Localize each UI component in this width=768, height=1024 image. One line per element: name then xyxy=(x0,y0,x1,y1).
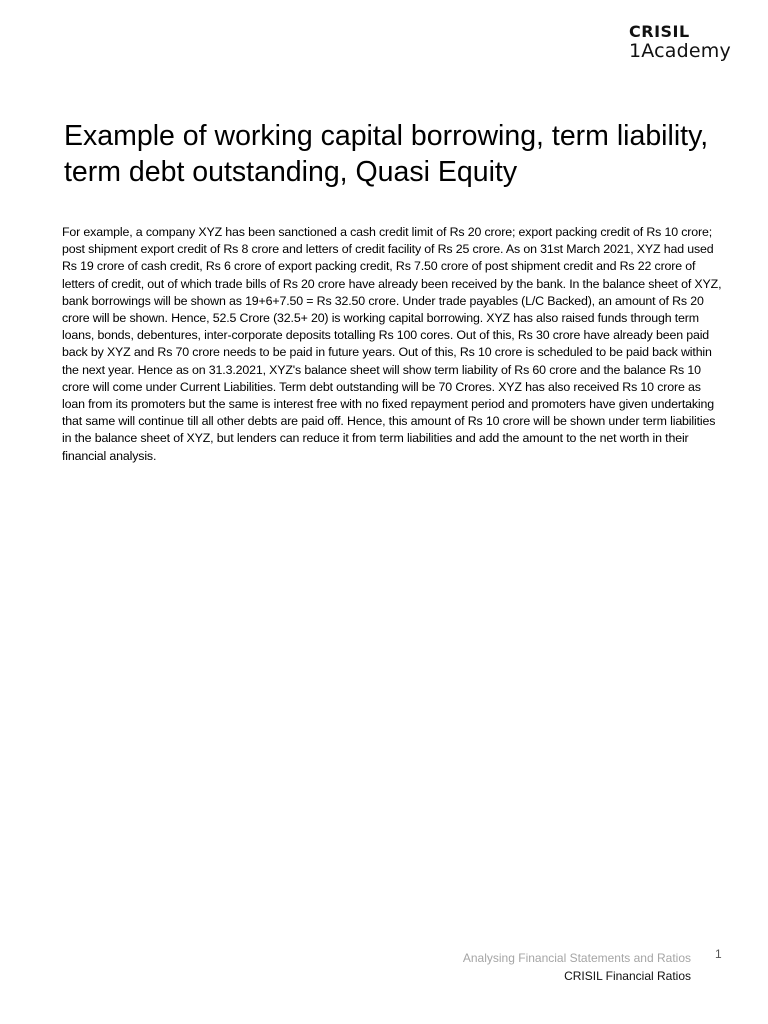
page-title: Example of working capital borrowing, term liability, term debt outstanding, Quasi Equity xyxy=(64,120,709,188)
page-number: 1 xyxy=(715,947,722,961)
footer-course-title: Analysing Financial Statements and Ratios xyxy=(462,951,691,965)
logo-academy-text: 1Academy xyxy=(629,40,731,62)
page-footer xyxy=(463,949,691,985)
crisil-1academy-logo xyxy=(629,24,731,61)
body-paragraph: For example, a company XYZ has been sanctioned a cash credit limit of Rs 20 crore; export packing credit of Rs 10 crore; post shipment export credit of Rs 8 crore and letters of credit facility of Rs 25 crore. As on 31st March 2021, XYZ had used Rs 19 crore of cash credit, Rs 6 crore of export packing credit, Rs 7.50 crore of post shipment credit and Rs 22 crore of letters of credit, out of which trade bills of Rs 20 crore have already been received by the bank. In the balance sheet of XYZ, bank borrowings will be shown as 19+6+7.50 = Rs 32.50 crore. Under trade payables (L/C Backed), an amount of Rs 20 crore will be shown. Hence, 52.5 Crore (32.5+ 20) is working capital borrowing. XYZ has also raised funds through term loans, bonds, debentures, inter-corporate deposits totalling Rs 100 cores. Out of this, Rs 30 crore have already been paid back by XYZ and Rs 70 crore needs to be paid in future years. Out of this, Rs 10 crore is scheduled to be paid back within the next year. Hence as on 31.3.2021, XYZ's balance sheet will show term liability of Rs 60 crore and the balance Rs 10 crore will come under Current Liabilities. Term debt outstanding will be 70 Crores. XYZ has also received Rs 10 crore as loan from its promoters but the same is interest free with no fixed repayment period and promoters have given undertaking that same will continue till all other debts are paid off. Hence, this amount of Rs 10 crore will be shown under term liabilities in the balance sheet of XYZ, but lenders can reduce it from term liabilities and add the amount to the net worth in their financial analysis. xyxy=(62,225,722,463)
footer-module-title: CRISIL Financial Ratios xyxy=(564,969,691,983)
logo-brand-text: CRISIL xyxy=(629,22,690,41)
